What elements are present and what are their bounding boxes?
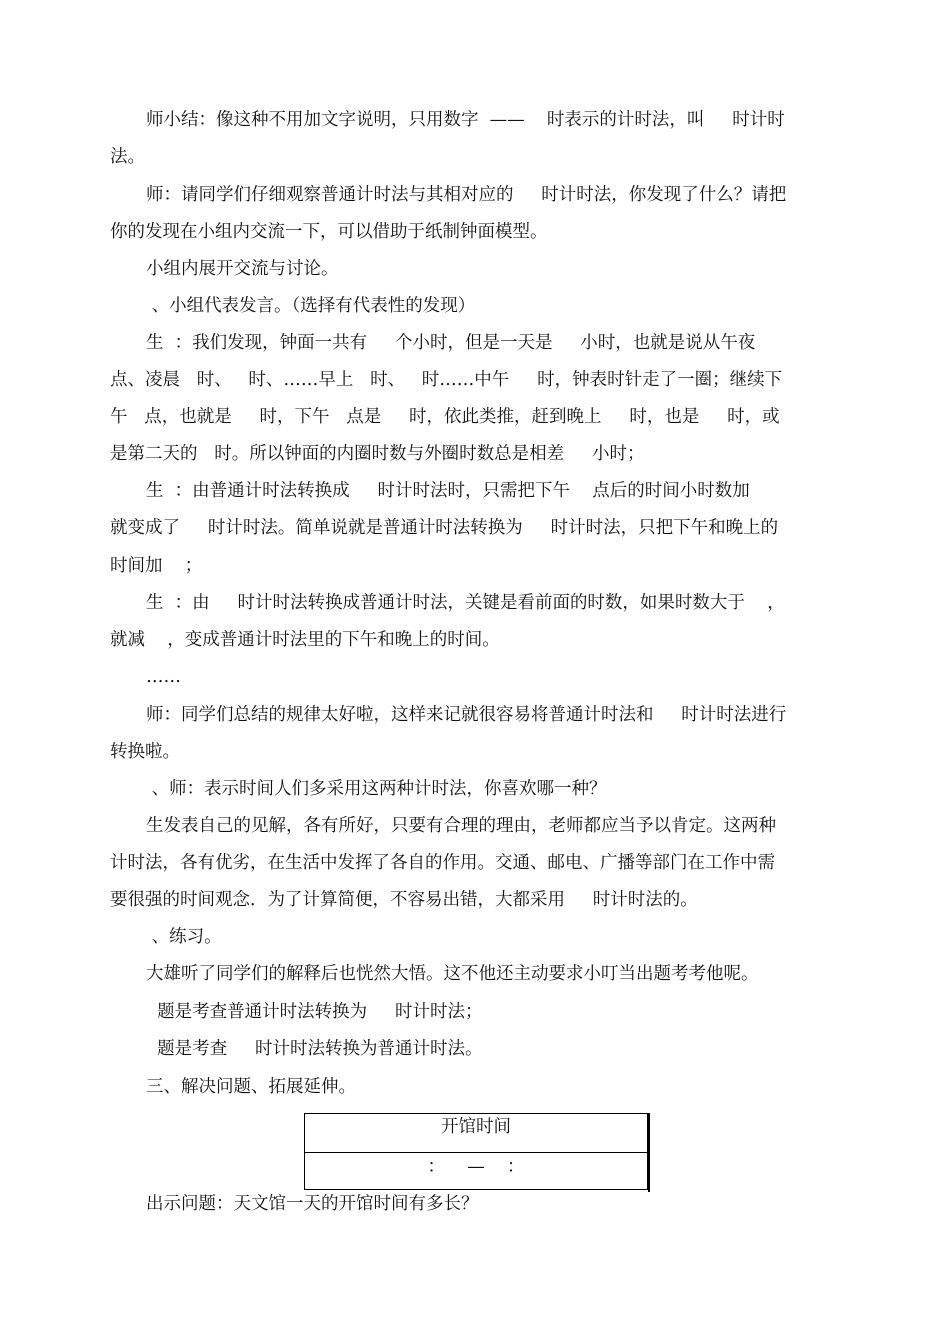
paragraph-line: 法。 bbox=[110, 147, 145, 167]
paragraph-line: 时间加 ； bbox=[110, 556, 203, 576]
paragraph-line: 生发表自己的见解，各有所好，只要有合理的理由，老师都应当予以肯定。这两种 bbox=[146, 816, 776, 836]
table-cell-time: ： — ： bbox=[427, 1157, 525, 1177]
paragraph-line: 转换啦。 bbox=[110, 742, 180, 762]
paragraph-line: 午 点，也就是 时，下午 点是 时，依此类推，赶到晚上 时，也是 时，或 bbox=[110, 407, 780, 427]
table-header: 开馆时间 bbox=[305, 1114, 647, 1153]
paragraph-line: 是第二天的 时。所以钟面的内圈时数与外圈时数总是相差 小时； bbox=[110, 444, 645, 464]
paragraph-line: 生 ：我们发现，钟面一共有 个小时，但是一天是 小时，也就是说从午夜 bbox=[146, 333, 756, 353]
paragraph-line: 、师：表示时间人们多采用这两种计时法，你喜欢哪一种？ bbox=[146, 779, 607, 799]
paragraph-line: 你的发现在小组内交流一下，可以借助于纸制钟面模型。 bbox=[110, 222, 548, 242]
paragraph-line: 生 ：由 时计时法转换成普通计时法，关键是看前面的时数，如果时数大于 ， bbox=[146, 593, 785, 613]
paragraph-line: 题是考查 时计时法转换为普通计时法。 bbox=[146, 1039, 483, 1059]
opening-hours-table bbox=[304, 1113, 648, 1190]
paragraph-line: 生 ：由普通计时法转换成 时计时法时，只需把下午 点后的时间小时数加 bbox=[146, 481, 750, 501]
paragraph-line: 、小组代表发言。（选择有代表性的发现） bbox=[146, 296, 476, 316]
paragraph-line: 师：请同学们仔细观察普通计时法与其相对应的 时计时法，你发现了什么？请把 bbox=[146, 185, 787, 205]
paragraph-line: 小组内展开交流与讨论。 bbox=[146, 259, 339, 279]
paragraph-line: 就减 ，变成普通计时法里的下午和晚上的时间。 bbox=[110, 630, 500, 650]
paragraph-line: …… bbox=[146, 667, 181, 687]
paragraph-line: 就变成了 时计时法。简单说就是普通计时法转换为 时计时法，只把下午和晚上的 bbox=[110, 518, 779, 538]
paragraph-line: 要很强的时间观念．为了计算简便，不容易出错，大都采用 时计时法的。 bbox=[110, 890, 698, 910]
paragraph-line: 师：同学们总结的规律太好啦，这样来记就很容易将普通计时法和 时计时法进行 bbox=[146, 705, 787, 725]
paragraph-line: 点、凌晨 时、 时、……早上 时、 时……中午 时，钟表时针走了一圈；继续下 bbox=[110, 370, 783, 390]
paragraph-line: 题是考查普通计时法转换为 时计时法； bbox=[146, 1002, 483, 1022]
paragraph-line: 大雄听了同学们的解释后也恍然大悟。这不他还主动要求小叮当出题考考他呢。 bbox=[146, 964, 759, 984]
table-border bbox=[648, 1113, 650, 1192]
paragraph-line: 、练习。 bbox=[146, 927, 222, 947]
paragraph-line: 出示问题：天文馆一天的开馆时间有多长？ bbox=[146, 1194, 479, 1214]
paragraph-line: 师小结：像这种不用加文字说明，只用数字 —— 时表示的计时法，叫 时计时 bbox=[146, 110, 785, 130]
section-heading: 三、解决问题、拓展延伸。 bbox=[146, 1077, 356, 1097]
paragraph-line: 计时法，各有优劣，在生活中发挥了各自的作用。交通、邮电、广播等部门在工作中需 bbox=[110, 853, 775, 873]
